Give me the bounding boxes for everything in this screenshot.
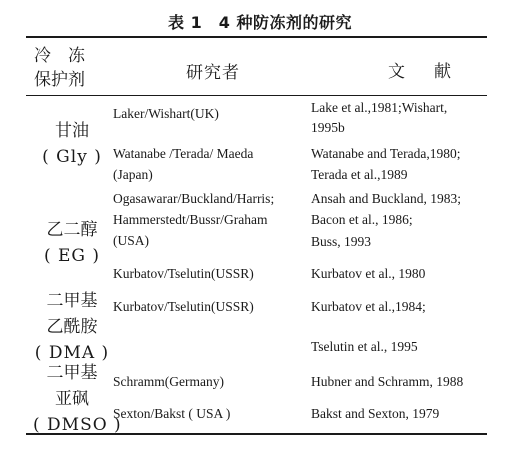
literature-cell: Kurbatov et al., 1980 <box>311 266 426 281</box>
agent-abbr: ( EG ) <box>43 246 101 266</box>
agent-abbr: ( Gly ) <box>42 147 102 167</box>
literature-cell: Bacon et al., 1986; <box>311 212 413 227</box>
researchers-cell: Hammerstedt/Bussr/Graham <box>113 212 268 227</box>
agent-name: 乙二醇 <box>46 220 98 240</box>
literature-cell: Hubner and Schramm, 1988 <box>311 374 464 389</box>
literature-cell: Bakst and Sexton, 1979 <box>311 406 440 421</box>
agent-dimethyl-sulfoxide <box>33 360 122 438</box>
agent-name-line2: 亚砜 <box>55 389 89 409</box>
header-cryoprotectant-line1: 冷 冻 <box>34 46 85 66</box>
agent-name-line1: 二甲基 <box>46 363 98 383</box>
agent-name-line1: 二甲基 <box>46 291 98 311</box>
table-top-rule <box>26 36 487 38</box>
literature-cell: Watanabe and Terada,1980; <box>311 146 461 161</box>
researchers-cell: (USA) <box>113 233 149 248</box>
researchers-cell: Kurbatov/Tselutin(USSR) <box>113 299 254 314</box>
header-cryoprotectant-line2: 保护剂 <box>34 70 85 90</box>
literature-cell: Lake et al.,1981;Wishart, <box>311 100 448 115</box>
literature-cell: Buss, 1993 <box>311 234 372 249</box>
header-cryoprotectant <box>34 44 108 92</box>
literature-cell: Terada et al.,1989 <box>311 167 408 182</box>
agent-name-line2: 乙酰胺 <box>46 317 98 337</box>
agent-dimethylacetamide <box>33 288 111 366</box>
literature-cell: 1995b <box>311 120 345 135</box>
table-header-rule <box>26 95 487 96</box>
researchers-cell: (Japan) <box>113 167 153 182</box>
researchers-cell: Schramm(Germany) <box>113 374 224 389</box>
agent-ethylene-glycol <box>33 217 111 269</box>
researchers-cell: Kurbatov/Tselutin(USSR) <box>113 266 254 281</box>
header-literature: 文 献 <box>388 62 457 82</box>
header-researchers: 研究者 <box>186 63 240 83</box>
literature-cell: Kurbatov et al.,1984; <box>311 299 426 314</box>
researchers-cell: Sexton/Bakst ( USA ) <box>113 406 231 421</box>
agent-glycerol <box>33 118 111 170</box>
agent-abbr: ( DMA ) <box>34 343 110 363</box>
researchers-cell: Ogasawarar/Buckland/Harris; <box>113 191 275 206</box>
agent-name: 甘油 <box>55 121 89 141</box>
researchers-cell: Laker/Wishart(UK) <box>113 106 219 121</box>
table-title: 表 1 4 种防冻剂的研究 <box>168 13 352 32</box>
researchers-cell: Watanabe /Terada/ Maeda <box>113 146 254 161</box>
literature-cell: Tselutin et al., 1995 <box>311 339 418 354</box>
literature-cell: Ansah and Buckland, 1983; <box>311 191 461 206</box>
agent-abbr: ( DMSO ) <box>33 415 122 435</box>
